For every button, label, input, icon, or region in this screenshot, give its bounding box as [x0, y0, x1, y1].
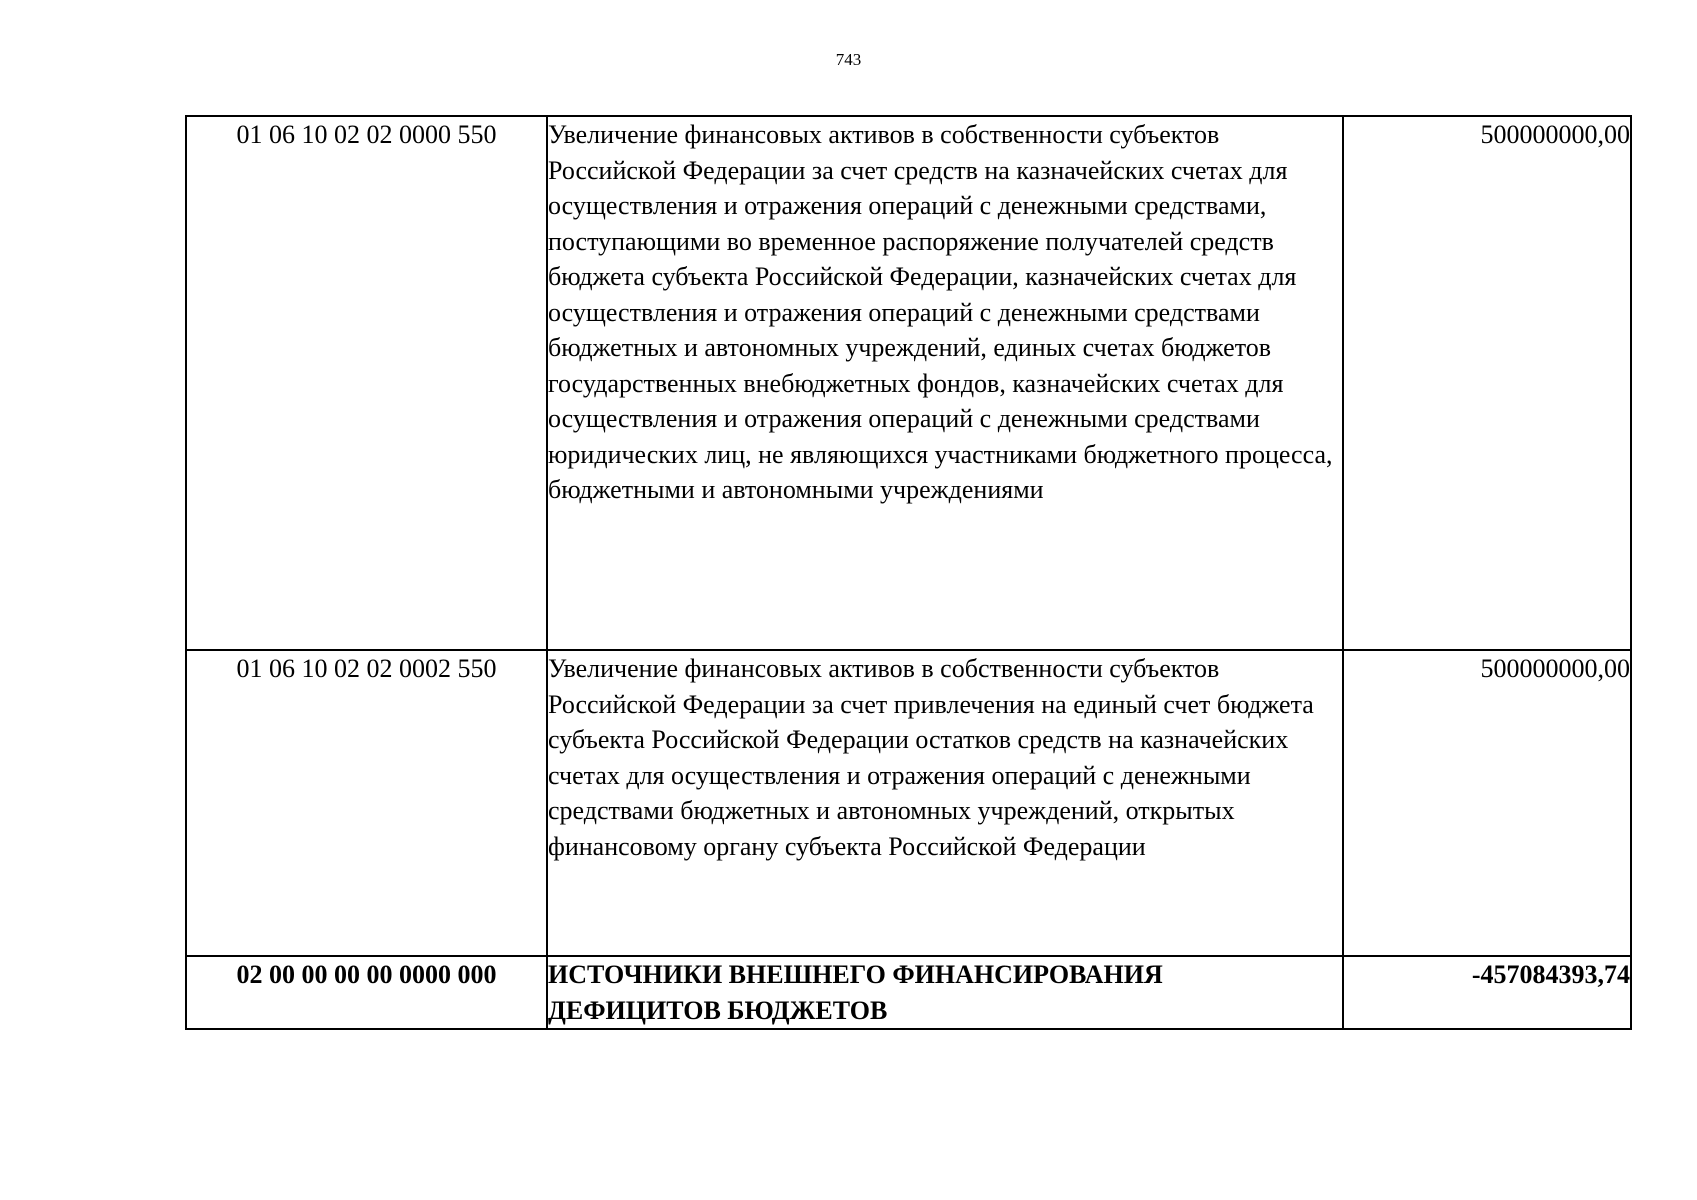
amount: 500000000,00	[1343, 650, 1631, 956]
table-row-total	[186, 956, 1631, 1029]
budget-sources-table	[185, 115, 1632, 1030]
budget-classification-code: 02 00 00 00 00 0000 000	[186, 956, 547, 1029]
table-row	[186, 650, 1631, 956]
page-number: 743	[835, 50, 862, 69]
amount: 500000000,00	[1343, 116, 1631, 650]
source-name: Увеличение финансовых активов в собственности субъектов Российской Федерации за счет средств на казначейских счетах для осуществления и отражения операций с денежными средствами, поступающими во временное распоряжение получателей средств бюджета субъекта Российской Федерации, казначейских счетах для осуществления и отражения операций с денежными средствами бюджетных и автономных учреждений, единых счетах бюджетов государственных внебюджетных фондов, казначейских счетах для осуществления и отражения операций с денежными средствами юридических лиц, не являющихся участниками бюджетного процесса, бюджетными и автономными учреждениями	[547, 116, 1343, 650]
budget-classification-code: 01 06 10 02 02 0002 550	[186, 650, 547, 956]
amount: -457084393,74	[1343, 956, 1631, 1029]
source-name: ИСТОЧНИКИ ВНЕШНЕГО ФИНАНСИРОВАНИЯ ДЕФИЦИТОВ БЮДЖЕТОВ	[547, 956, 1343, 1029]
budget-classification-code: 01 06 10 02 02 0000 550	[186, 116, 547, 650]
source-name: Увеличение финансовых активов в собственности субъектов Российской Федерации за счет привлечения на единый счет бюджета субъекта Российской Федерации остатков средств на казначейских счетах для осуществления и отражения операций с денежными средствами бюджетных и автономных учреждений, открытых финансовому органу субъекта Российской Федерации	[547, 650, 1343, 956]
table-row	[186, 116, 1631, 650]
